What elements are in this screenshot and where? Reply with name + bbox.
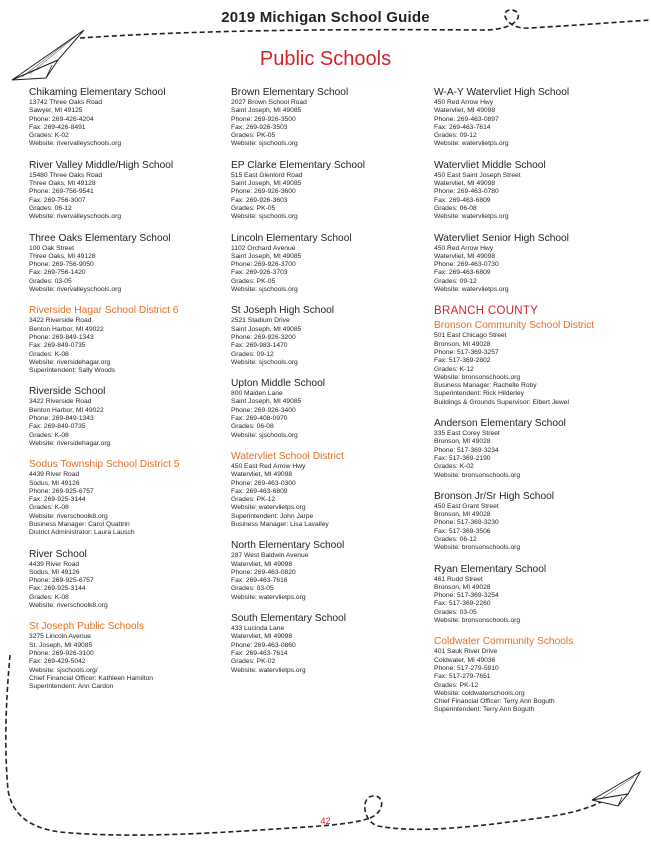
entry-detail-line: Website: watervlietps.org: [434, 140, 509, 148]
entry-detail-line: 1102 Orchard Avenue: [231, 244, 296, 252]
entry-detail-line: Phone: 517-369-3257: [434, 348, 499, 356]
entry-detail-line: Website: sjschools.org: [231, 140, 298, 148]
entry-detail-line: Phone: 269-926-3400: [231, 406, 296, 414]
entry-detail-line: Website: rivervalleyschools.org: [29, 213, 122, 221]
entry-detail-line: Phone: 269-463-0300: [231, 479, 296, 487]
entry-detail-line: 335 East Corey Street: [434, 430, 500, 438]
entry-detail-line: 287 West Baldwin Avenue: [231, 552, 309, 560]
entry-detail-line: Website: sjschools.org/: [29, 666, 98, 674]
entry-detail-line: Phone: 269-926-3100: [29, 649, 94, 657]
entry-detail-line: Phone: 269-463-0730: [434, 261, 499, 269]
school-entry: [434, 418, 634, 480]
entry-detail-line: Phone: 269-463-0860: [231, 641, 296, 649]
district-name: Riverside Hagar School District 6: [29, 305, 179, 317]
entry-detail-line: Bronson, MI 49028: [434, 511, 491, 519]
entry-detail-line: Phone: 269-925-6757: [29, 487, 94, 495]
entry-detail-line: Grades: PK-12: [231, 496, 276, 504]
entry-detail-line: Fax: 269-463-7616: [231, 577, 288, 585]
entry-detail-line: Saint Joseph, MI 49085: [231, 180, 302, 188]
district-entry: [434, 320, 634, 407]
district-name: Coldwater Community Schools: [434, 636, 574, 648]
entry-detail-line: Phone: 269-463-0897: [434, 115, 499, 123]
entry-detail-line: Fax: 269-756-1420: [29, 269, 86, 277]
entry-detail-line: Business Manager: Rachelle Roby: [434, 382, 537, 390]
entry-detail-line: Fax: 269-463-6809: [231, 487, 288, 495]
entry-detail-line: Website: bronsonschools.org: [434, 471, 521, 479]
school-name: North Elementary School: [231, 540, 345, 552]
entry-detail-line: Phone: 269-926-3700: [231, 261, 296, 269]
school-entry: [231, 378, 431, 440]
entry-detail-line: Website: riversidehagar.org: [29, 358, 111, 366]
entry-detail-line: Phone: 517-369-3230: [434, 519, 499, 527]
entry-detail-line: Fax: 269-463-6809: [434, 196, 491, 204]
entry-detail-line: 450 East Red Arrow Hwy: [231, 462, 306, 470]
entry-detail-line: Chief Financial Officer: Terry Ann Boguth: [434, 698, 555, 706]
entry-detail-line: Website: bronsonschools.org: [434, 373, 521, 381]
district-entry: [434, 636, 634, 714]
school-name: River School: [29, 548, 87, 560]
school-entry: [29, 160, 229, 222]
entry-detail-line: Grades: 06-12: [29, 204, 72, 212]
entry-detail-line: Website: rivervalleyschools.org: [29, 140, 122, 148]
entry-detail-line: Fax: 269-926-3703: [231, 269, 288, 277]
entry-detail-line: Superintendent: Rick Hilderley: [434, 390, 524, 398]
entry-detail-line: Grades: PK-12: [434, 681, 479, 689]
entry-detail-line: Fax: 269-849-0735: [29, 423, 86, 431]
entry-detail-line: Benton Harbor, MI 49022: [29, 406, 104, 414]
entry-detail-line: 3422 Riverside Road: [29, 317, 92, 325]
entry-detail-line: Sawyer, MI 49125: [29, 107, 83, 115]
entry-detail-line: Website: watervlietps.org: [434, 286, 509, 294]
entry-detail-line: 450 East Saint Joseph Street: [434, 171, 521, 179]
entry-detail-line: Fax: 517-369-2802: [434, 357, 491, 365]
entry-detail-line: Grades: K-08: [29, 431, 69, 439]
school-entry: [434, 233, 634, 295]
entry-detail-line: Website: watervlietps.org: [434, 213, 509, 221]
entry-detail-line: 100 Oak Street: [29, 244, 74, 252]
entry-detail-line: Website: sjschools.org: [231, 213, 298, 221]
entry-detail-line: Coldwater, MI 49036: [434, 656, 496, 664]
school-name: Three Oaks Elementary School: [29, 232, 171, 244]
entry-detail-line: Fax: 269-983-1470: [231, 342, 288, 350]
entry-detail-line: Fax: 517-369-2260: [434, 600, 491, 608]
entry-detail-line: Three Oaks, MI 49128: [29, 252, 96, 260]
entry-detail-line: Chief Financial Officer: Kathleen Hamilton: [29, 674, 154, 682]
entry-detail-line: 515 East Glenlord Road: [231, 171, 303, 179]
district-name: St Joseph Public Schools: [29, 621, 144, 633]
entry-detail-line: Grades: 09-12: [434, 132, 477, 140]
entry-detail-line: 450 Red Arrow Hwy: [434, 99, 494, 106]
entry-detail-line: Website: bronsonschools.org: [434, 617, 521, 625]
district-name: Sodus Township School District 5: [29, 459, 180, 471]
entry-detail-line: Phone: 269-849-1343: [29, 333, 94, 341]
school-name: W-A-Y Watervliet High School: [434, 87, 570, 98]
entry-detail-line: Fax: 269-849-0735: [29, 342, 86, 350]
paper-plane-icon: [592, 772, 640, 806]
entry-detail-line: 450 Red Arrow Hwy: [434, 244, 494, 252]
entry-detail-line: 800 Maiden Lane: [231, 390, 283, 398]
entry-detail-line: Phone: 269-925-6757: [29, 577, 94, 585]
entry-detail-line: Phone: 517-369-3234: [434, 446, 499, 454]
entry-detail-line: Grades: PK-05: [231, 204, 276, 212]
entry-detail-line: Business Manager: Lisa Lavalley: [231, 520, 329, 528]
entry-detail-line: Fax: 269-408-0970: [231, 415, 288, 423]
entry-detail-line: Three Oaks, MI 49128: [29, 180, 96, 188]
entry-detail-line: Phone: 269-926-3500: [231, 115, 296, 123]
school-name: Riverside School: [29, 386, 106, 398]
entry-detail-line: Website: sjschools.org: [231, 431, 298, 439]
entry-detail-line: Saint Joseph, MI 49085: [231, 107, 302, 115]
entry-detail-line: Saint Joseph, MI 49085: [231, 398, 302, 406]
entry-detail-line: Watervliet, MI 49098: [434, 180, 496, 188]
school-name: Ryan Elementary School: [434, 563, 547, 575]
entry-detail-line: Grades: K-02: [29, 132, 69, 140]
county-heading: BRANCH COUNTY: [434, 305, 539, 318]
entry-detail-line: Phone: 269-756-9050: [29, 261, 94, 269]
entry-detail-line: St. Joseph, MI 49085: [29, 641, 93, 649]
entry-detail-line: Grades: K-08: [29, 350, 69, 358]
entry-detail-line: Phone: 517-279-5910: [434, 664, 499, 672]
entry-detail-line: 433 Lucinda Lane: [231, 625, 285, 633]
school-entry: [231, 613, 431, 675]
school-entry: [29, 233, 229, 295]
entry-detail-line: Grades: 03-05: [231, 585, 274, 593]
column-1: [29, 87, 229, 702]
entry-detail-line: Watervliet, MI 49098: [434, 107, 496, 115]
entry-detail-line: Watervliet, MI 49098: [434, 252, 496, 260]
entry-detail-line: Website: bronsonschools.org: [434, 544, 521, 552]
entry-detail-line: Grades: 09-12: [434, 277, 477, 285]
entry-detail-line: Fax: 269-925-3144: [29, 585, 86, 593]
entry-detail-line: Buildings & Grounds Supervisor: Elbert Jewel: [434, 398, 569, 406]
entry-detail-line: Grades: 06-08: [434, 204, 477, 212]
entry-detail-line: 401 Sauk River Drive: [434, 648, 498, 656]
entry-detail-line: Grades: K-08: [29, 504, 69, 512]
entry-detail-line: Phone: 269-463-0780: [434, 188, 499, 196]
entry-detail-line: 13742 Three Oaks Road: [29, 99, 103, 106]
entry-detail-line: Fax: 269-926-3503: [231, 123, 288, 131]
entry-detail-line: Saint Joseph, MI 49085: [231, 325, 302, 333]
entry-detail-line: 4439 River Road: [29, 560, 80, 568]
school-entry: [231, 87, 431, 149]
district-entry: [29, 459, 229, 537]
entry-detail-line: Website: coldwaterschools.org: [434, 689, 525, 697]
entry-detail-line: Grades: 03-05: [29, 277, 72, 285]
entry-detail-line: Benton Harbor, MI 49022: [29, 325, 104, 333]
section-title: Public Schools: [259, 48, 392, 70]
entry-detail-line: Sodus, MI 49126: [29, 479, 80, 487]
school-name: Anderson Elementary School: [434, 418, 566, 430]
column-3: [434, 87, 634, 726]
entry-detail-line: Website: sjschools.org: [231, 286, 298, 294]
entry-detail-line: Grades: PK-05: [231, 277, 276, 285]
entry-detail-line: Bronson, MI 49028: [434, 583, 491, 591]
entry-detail-line: Grades: 06-08: [231, 423, 274, 431]
school-name: Chikaming Elementary School: [29, 87, 166, 98]
entry-detail-line: 2027 Brown School Road: [231, 99, 307, 106]
entry-detail-line: Fax: 269-925-3144: [29, 496, 86, 504]
entry-detail-line: Superintendent: Ann Cardon: [29, 683, 114, 691]
entry-detail-line: Fax: 269-463-7614: [231, 649, 288, 657]
school-name: Bronson Jr/Sr High School: [434, 490, 555, 502]
entry-detail-line: 461 Rudd Street: [434, 575, 483, 583]
entry-detail-line: Superintendent: Sally Woods: [29, 367, 116, 375]
entry-detail-line: Phone: 269-426-4204: [29, 115, 94, 123]
entry-detail-line: District Administrator: Laura Lausch: [29, 529, 135, 537]
school-entry: [434, 87, 634, 149]
entry-detail-line: Fax: 517-369-3506: [434, 527, 491, 535]
entry-detail-line: Grades: 06-12: [434, 535, 477, 543]
school-name: Lincoln Elementary School: [231, 232, 352, 244]
entry-detail-line: 2521 Stadium Drive: [231, 317, 290, 325]
entry-detail-line: Grades: PK-05: [231, 132, 276, 140]
entry-detail-line: 4439 River Road: [29, 471, 80, 479]
school-entry: [434, 160, 634, 222]
entry-detail-line: Phone: 269-463-0820: [231, 568, 296, 576]
entry-detail-line: Bronson, MI 49028: [434, 340, 491, 348]
entry-detail-line: Bronson, MI 49028: [434, 438, 491, 446]
school-entry: [231, 160, 431, 222]
entry-detail-line: Fax: 269-463-6809: [434, 269, 491, 277]
entry-detail-line: Watervliet, MI 49098: [231, 633, 293, 641]
entry-detail-line: Phone: 269-849-1343: [29, 415, 94, 423]
school-entry: [29, 87, 229, 149]
entry-detail-line: Website: riversidehagar.org: [29, 439, 111, 447]
entry-detail-line: Fax: 517-369-2190: [434, 454, 491, 462]
entry-detail-line: Grades: K-12: [434, 365, 474, 373]
school-name: EP Clarke Elementary School: [231, 159, 366, 171]
entry-detail-line: Grades: K-08: [29, 593, 69, 601]
entry-detail-line: Fax: 269-426-8491: [29, 123, 86, 131]
entry-detail-line: 3422 Riverside Road: [29, 398, 92, 406]
school-entry: [29, 549, 229, 611]
school-name: St Joseph High School: [231, 305, 335, 317]
entry-detail-line: 3275 Lincoln Avenue: [29, 633, 91, 641]
entry-detail-line: Fax: 269-926-3603: [231, 196, 288, 204]
school-entry: [29, 386, 229, 448]
entry-detail-line: Website: sjschools.org: [231, 358, 298, 366]
school-entry: [231, 540, 431, 602]
district-name: Bronson Community School District: [434, 320, 595, 332]
entry-detail-line: Fax: 269-756-3007: [29, 196, 86, 204]
school-entry: [434, 491, 634, 553]
entry-detail-line: Phone: 269-926-3200: [231, 333, 296, 341]
entry-detail-line: Website: rivervalleyschools.org: [29, 286, 122, 294]
entry-detail-line: Watervliet, MI 49098: [231, 471, 293, 479]
district-entry: [231, 451, 431, 529]
page-header-title: 2019 Michigan School Guide: [221, 9, 430, 26]
school-name: Upton Middle School: [231, 378, 326, 390]
district-name: Watervliet School District: [231, 450, 344, 462]
entry-detail-line: Phone: 517-369-3254: [434, 592, 499, 600]
entry-detail-line: 450 East Grant Street: [434, 502, 499, 510]
entry-detail-line: Grades: 03-05: [434, 608, 477, 616]
entry-detail-line: Superintendent: Terry Ann Boguth: [434, 706, 535, 714]
entry-detail-line: Superintendent: John Jarpe: [231, 512, 314, 520]
entry-detail-line: Sodus, MI 49126: [29, 568, 80, 576]
entry-detail-line: Phone: 269-926-3600: [231, 188, 296, 196]
school-name: Brown Elementary School: [231, 87, 349, 98]
entry-detail-line: Website: watervlietps.org: [231, 504, 306, 512]
entry-detail-line: Fax: 269-463-7614: [434, 123, 491, 131]
entry-detail-line: Website: watervlietps.org: [231, 666, 306, 674]
district-entry: [29, 305, 229, 375]
entry-detail-line: Business Manager: Carol Quattrin: [29, 520, 130, 528]
school-name: South Elementary School: [231, 613, 346, 625]
entry-detail-line: 15480 Three Oaks Road: [29, 171, 103, 179]
entry-detail-line: Fax: 517-279-7651: [434, 673, 491, 681]
entry-detail-line: 501 East Chicago Street: [434, 332, 507, 340]
entry-detail-line: Grades: 09-12: [231, 350, 274, 358]
entry-detail-line: Grades: PK-02: [231, 658, 276, 666]
entry-detail-line: Website: watervlietps.org: [231, 593, 306, 601]
column-2: [231, 87, 431, 686]
school-name: Watervliet Middle School: [434, 159, 546, 171]
entry-detail-line: Fax: 269-429-5042: [29, 658, 86, 666]
school-entry: [231, 305, 431, 367]
school-entry: [231, 233, 431, 295]
entry-detail-line: Phone: 269-756-9541: [29, 188, 94, 196]
entry-detail-line: Website: riverschoolk8.org: [29, 512, 108, 520]
district-entry: [29, 621, 229, 691]
entry-detail-line: Watervliet, MI 49098: [231, 560, 293, 568]
school-name: Watervliet Senior High School: [434, 232, 569, 244]
school-name: River Valley Middle/High School: [29, 159, 174, 171]
entry-detail-line: Website: riverschoolk8.org: [29, 602, 108, 610]
school-entry: [434, 564, 634, 626]
page-number: 42: [320, 816, 331, 826]
entry-detail-line: Saint Joseph, MI 49085: [231, 252, 302, 260]
entry-detail-line: Grades: K-02: [434, 463, 474, 471]
